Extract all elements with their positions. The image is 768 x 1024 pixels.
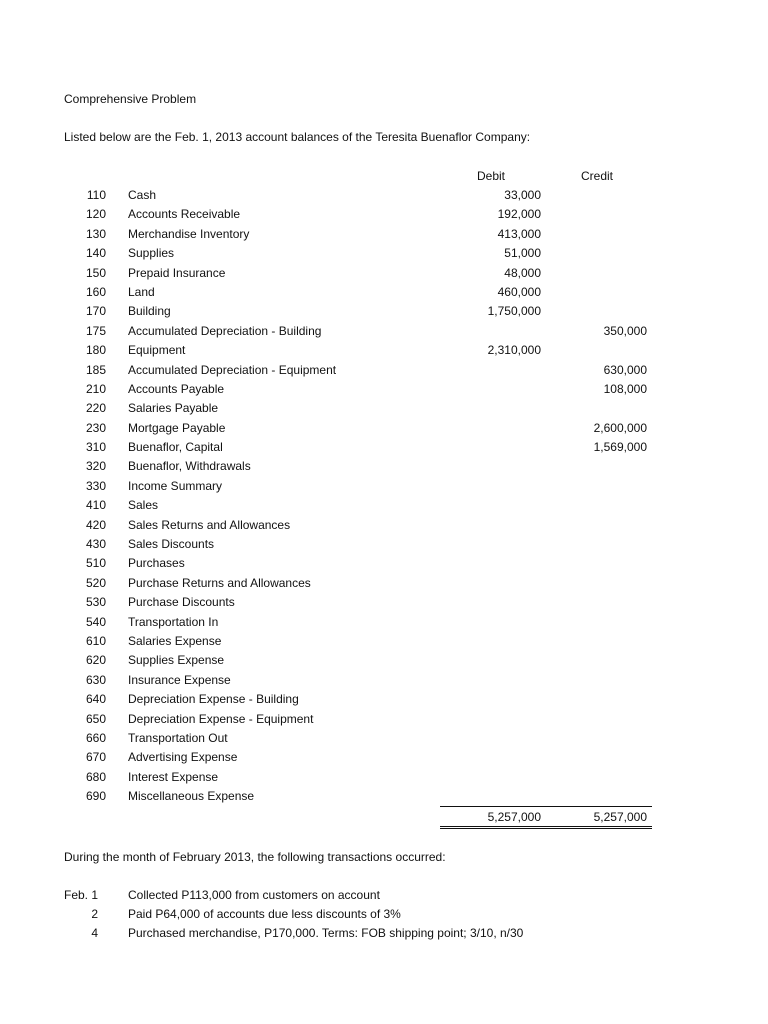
account-number: 220 — [85, 401, 106, 416]
account-name: Purchases — [128, 556, 185, 571]
account-name: Depreciation Expense - Building — [128, 692, 299, 707]
account-number: 120 — [85, 207, 106, 222]
account-credit: 630,000 — [603, 362, 647, 377]
account-name: Accumulated Depreciation - Equipment — [128, 362, 337, 377]
account-name: Salaries Payable — [128, 401, 219, 416]
account-number: 670 — [85, 750, 106, 765]
total-top-rule — [440, 806, 652, 807]
account-name: Purchase Returns and Allowances — [128, 575, 311, 590]
account-name: Salaries Expense — [128, 633, 222, 648]
account-row — [0, 498, 768, 517]
account-row — [0, 712, 768, 731]
account-name: Interest Expense — [128, 769, 219, 784]
account-row — [0, 246, 768, 265]
account-debit: 413,000 — [497, 226, 541, 241]
transaction-row — [0, 907, 768, 926]
account-name: Land — [128, 284, 155, 299]
account-debit: 2,310,000 — [487, 343, 541, 358]
account-name: Accounts Payable — [128, 381, 225, 396]
account-number: 410 — [85, 498, 106, 513]
account-number: 110 — [86, 188, 106, 202]
account-name: Buenaflor, Withdrawals — [128, 459, 251, 474]
account-row — [0, 750, 768, 769]
account-number: 640 — [85, 692, 106, 707]
account-row — [0, 789, 768, 808]
account-number: 650 — [85, 711, 106, 726]
account-number: 690 — [85, 789, 106, 804]
account-name: Purchase Discounts — [128, 595, 235, 610]
account-number: 170 — [85, 304, 106, 319]
account-name: Buenaflor, Capital — [128, 440, 223, 455]
account-name: Advertising Expense — [128, 750, 238, 765]
account-name: Prepaid Insurance — [128, 265, 226, 280]
account-number: 510 — [85, 556, 106, 571]
account-row — [0, 518, 768, 537]
account-debit: 48,000 — [504, 265, 541, 280]
account-name: Insurance Expense — [128, 672, 231, 687]
account-name: Equipment — [128, 343, 186, 358]
account-row — [0, 304, 768, 323]
account-number: 680 — [85, 769, 106, 784]
account-name: Merchandise Inventory — [128, 226, 250, 241]
account-row — [0, 731, 768, 750]
account-row — [0, 207, 768, 226]
account-row — [0, 653, 768, 672]
account-number: 320 — [85, 459, 106, 474]
account-row — [0, 634, 768, 653]
transaction-row — [0, 926, 768, 945]
account-number: 420 — [85, 517, 106, 532]
transaction-date: Feb. 1 — [64, 888, 99, 902]
account-name: Accounts Receivable — [128, 207, 241, 222]
account-name: Transportation Out — [128, 730, 228, 745]
account-row — [0, 459, 768, 478]
account-row — [0, 285, 768, 304]
account-debit: 51,000 — [504, 246, 541, 261]
document-title: Comprehensive Problem — [64, 92, 197, 106]
account-row — [0, 692, 768, 711]
total-double-rule — [440, 826, 652, 827]
total-double-rule — [440, 828, 652, 829]
transactions-intro: During the month of February 2013, the following transactions occurred: — [64, 850, 446, 864]
account-row — [0, 343, 768, 362]
account-row — [0, 595, 768, 614]
account-number: 180 — [85, 343, 106, 358]
account-row — [0, 382, 768, 401]
account-name: Depreciation Expense - Equipment — [128, 711, 314, 726]
transaction-description: Purchased merchandise, P170,000. Terms: FOB shipping point; 3/10, n/30 — [128, 926, 524, 940]
account-name: Supplies Expense — [128, 653, 225, 668]
account-number: 430 — [85, 537, 106, 552]
account-row — [0, 363, 768, 382]
account-row — [0, 556, 768, 575]
account-row — [0, 615, 768, 634]
account-credit: 108,000 — [603, 381, 647, 396]
account-row — [0, 188, 768, 207]
account-row — [0, 266, 768, 285]
account-number: 520 — [85, 575, 106, 590]
account-name: Mortgage Payable — [128, 420, 226, 435]
account-number: 530 — [85, 595, 106, 610]
account-number: 175 — [85, 323, 106, 338]
account-number: 310 — [85, 440, 106, 455]
account-row — [0, 576, 768, 595]
account-name: Miscellaneous Expense — [128, 789, 255, 804]
account-name: Sales Discounts — [128, 537, 215, 552]
account-number: 140 — [85, 246, 106, 261]
account-debit: 33,000 — [504, 188, 541, 202]
account-row — [0, 479, 768, 498]
account-number: 660 — [85, 730, 106, 745]
account-number: 330 — [85, 478, 106, 493]
account-row — [0, 537, 768, 556]
account-credit: 350,000 — [603, 323, 647, 338]
account-number: 185 — [85, 362, 106, 377]
transaction-date: 4 — [91, 926, 98, 940]
account-name: Supplies — [128, 246, 175, 261]
account-row — [0, 421, 768, 440]
account-name: Transportation In — [128, 614, 219, 629]
credit-column-header: Credit — [581, 169, 614, 183]
account-number: 610 — [85, 633, 106, 648]
account-debit: 192,000 — [497, 207, 541, 222]
account-name: Building — [128, 304, 171, 319]
transaction-description: Paid P64,000 of accounts due less discounts of 3% — [128, 907, 401, 921]
account-row — [0, 440, 768, 459]
total-credit: 5,257,000 — [593, 810, 647, 824]
account-credit: 2,600,000 — [593, 420, 647, 435]
account-number: 210 — [85, 381, 106, 396]
account-number: 540 — [85, 614, 106, 629]
account-number: 130 — [85, 226, 106, 241]
account-row — [0, 673, 768, 692]
account-name: Cash — [128, 188, 157, 202]
transaction-description: Collected P113,000 from customers on account — [128, 888, 380, 902]
account-number: 620 — [85, 653, 106, 668]
account-row — [0, 324, 768, 343]
account-debit: 1,750,000 — [487, 304, 541, 319]
account-number: 630 — [85, 672, 106, 687]
account-name: Income Summary — [128, 478, 223, 493]
account-row — [0, 227, 768, 246]
account-name: Sales Returns and Allowances — [128, 517, 291, 532]
account-debit: 460,000 — [497, 284, 541, 299]
transaction-date: 2 — [91, 907, 98, 921]
account-number: 160 — [85, 284, 106, 299]
trial-balance-table — [0, 188, 768, 809]
account-name: Accumulated Depreciation - Building — [128, 323, 322, 338]
intro-text: Listed below are the Feb. 1, 2013 account balances of the Teresita Buenaflor Company: — [64, 130, 531, 144]
debit-column-header: Debit — [477, 169, 506, 183]
account-number: 230 — [85, 420, 106, 435]
account-number: 150 — [85, 265, 106, 280]
account-credit: 1,569,000 — [593, 440, 647, 455]
transaction-row — [0, 888, 768, 907]
account-name: Sales — [128, 498, 159, 513]
total-debit: 5,257,000 — [487, 810, 541, 824]
account-row — [0, 770, 768, 789]
account-row — [0, 401, 768, 420]
